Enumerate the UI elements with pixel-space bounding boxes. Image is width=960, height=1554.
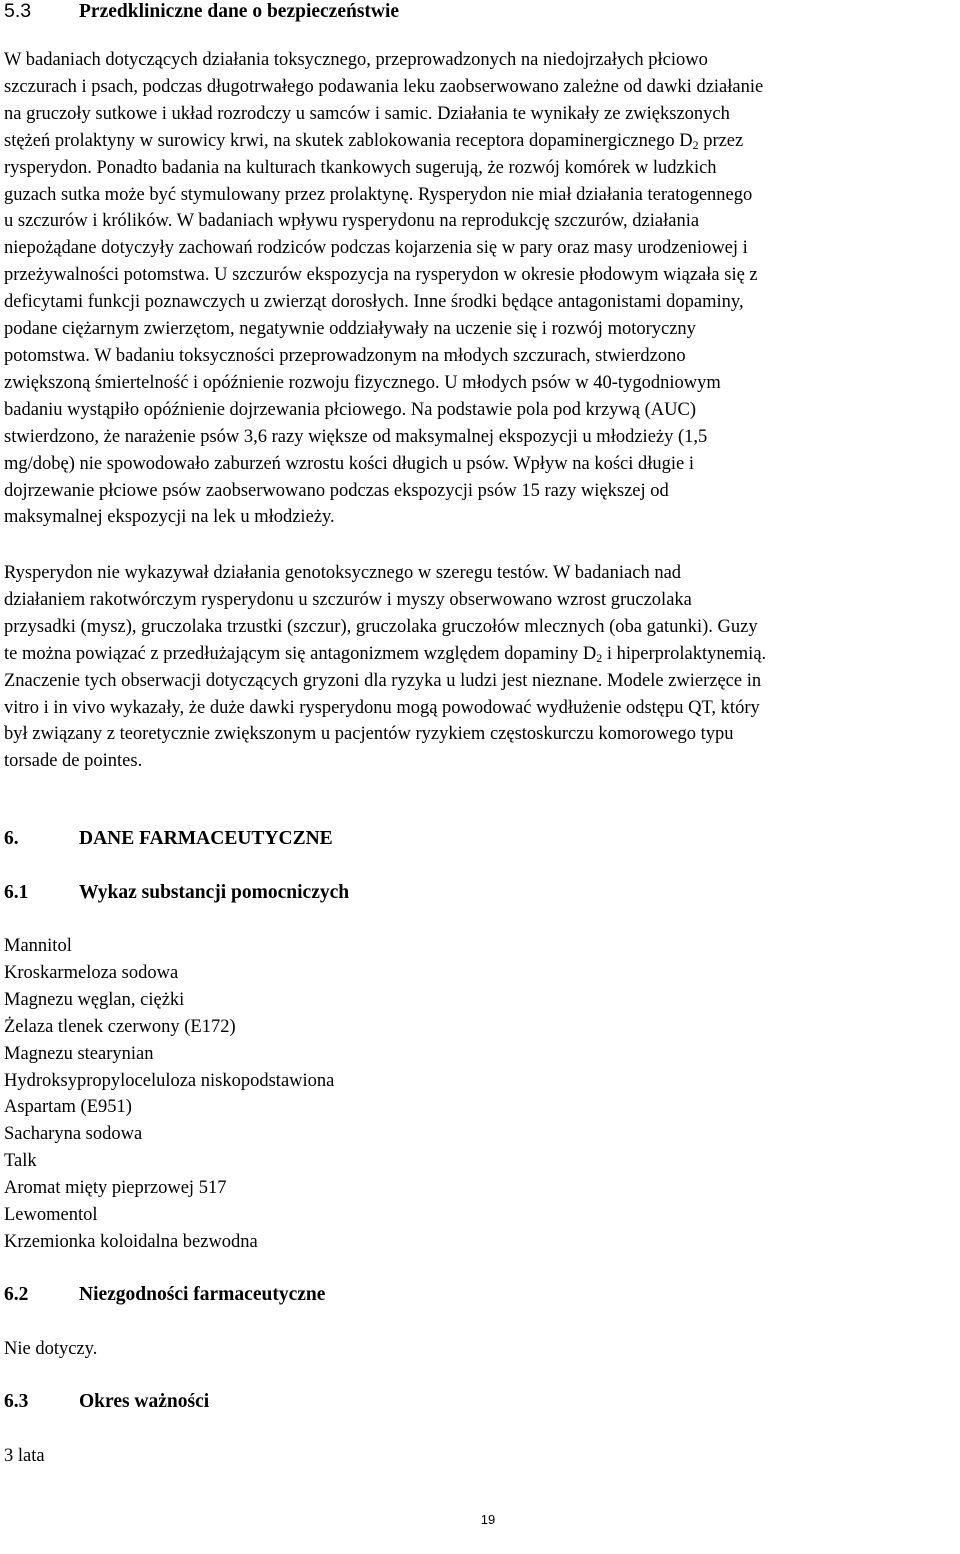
list-item: Magnezu węglan, ciężki bbox=[4, 989, 185, 1010]
text-line: torsade de pointes. bbox=[4, 751, 143, 772]
text-line: maksymalnej ekspozycji na lek u młodzieży. bbox=[4, 507, 335, 528]
text-line-with-subscript bbox=[4, 641, 766, 668]
list-item: Żelaza tlenek czerwony (E172) bbox=[4, 1016, 236, 1037]
section-title: Przedkliniczne dane o bezpieczeństwie bbox=[79, 1, 400, 22]
paragraph-preclinical-toxicity bbox=[4, 47, 763, 531]
text-line: mg/dobę) nie spowodowało zaburzeń wzrostu kości długich u psów. Wpływ na kości długie i bbox=[4, 453, 695, 474]
text-line: szczurach i psach, podczas długotrwałego podawania leku zaobserwowano zależne od dawki działanie bbox=[4, 76, 764, 97]
text-line: przysadki (mysz), gruczolaka trzustki (szczur), gruczolaka gruczołów mlecznych (oba gatunki). Guzy bbox=[4, 616, 758, 637]
text-line-part: przez bbox=[698, 130, 744, 151]
list-item: Talk bbox=[4, 1151, 37, 1172]
text-line: rysperydon. Ponadto badania na kulturach tkankowych sugerują, że rozwój komórek w ludzkich bbox=[4, 157, 717, 178]
text-line: Znaczenie tych obserwacji dotyczących gryzoni dla ryzyka u ludzi jest nieznane. Modele zwierzęce in bbox=[4, 670, 762, 691]
list-item: Kroskarmeloza sodowa bbox=[4, 962, 179, 983]
section-title: Okres ważności bbox=[79, 1391, 210, 1412]
section-6-3-text: 3 lata bbox=[4, 1446, 45, 1466]
text-line-part: stężeń prolaktyny w surowicy krwi, na skutek zablokowania receptora dopaminergicznego D bbox=[4, 130, 693, 151]
list-item: Aromat mięty pieprzowej 517 bbox=[4, 1178, 227, 1199]
list-item: Sacharyna sodowa bbox=[4, 1124, 143, 1145]
text-line-part: i hiperprolaktynemią. bbox=[602, 643, 767, 664]
list-item: Mannitol bbox=[4, 936, 72, 956]
text-line: vitro i in vivo wykazały, że duże dawki rysperydonu mogą powodować wydłużenie odstępu QT, który bbox=[4, 697, 760, 718]
text-line: potomstwa. W badaniu toksyczności przeprowadzonym na młodych szczurach, stwierdzono bbox=[4, 345, 686, 366]
section-number: 5.3 bbox=[4, 0, 32, 22]
text-line: badaniu wystąpiło opóźnienie dojrzewania płciowego. Na podstawie pola pod krzywą (AUC) bbox=[4, 399, 697, 420]
text-line: przeżywalności potomstwa. U szczurów ekspozycja na rysperydon w okresie płodowym wiązała się z bbox=[4, 265, 758, 286]
text-line: Rysperydon nie wykazywał działania genotoksycznego w szeregu testów. W badaniach nad bbox=[4, 563, 682, 583]
list-item: Lewomentol bbox=[4, 1205, 98, 1226]
section-6-2-text: Nie dotyczy. bbox=[4, 1339, 98, 1359]
text-line: u szczurów i królików. W badaniach wpływu rysperydonu na reprodukcję szczurów, działania bbox=[4, 211, 700, 232]
section-heading-5-3 bbox=[4, 0, 399, 24]
text-line: stwierdzono, że narażenie psów 3,6 razy większe od maksymalnej ekspozycji u młodzieży (1,5 bbox=[4, 426, 708, 447]
text-line: działaniem rakotwórczym rysperydonu u szczurów i myszy obserwowano wzrost gruczolaka bbox=[4, 589, 692, 610]
subscript: 2 bbox=[692, 137, 699, 152]
paragraph-genotoxicity-carcinogenicity bbox=[4, 560, 766, 775]
page-number: 19 bbox=[480, 1512, 496, 1527]
text-line-part: te można powiązać z przedłużającym się antagonizmem względem dopaminy D bbox=[4, 643, 597, 664]
section-heading-6-3 bbox=[4, 1390, 209, 1414]
text-line: W badaniach dotyczących działania toksycznego, przeprowadzonych na niedojrzałych płciowo bbox=[4, 50, 708, 70]
section-title: DANE FARMACEUTYCZNE bbox=[79, 828, 333, 849]
list-item: Krzemionka koloidalna bezwodna bbox=[4, 1231, 258, 1252]
text-line: był związany z teoretycznie zwiększonym u pacjentów ryzykiem częstoskurczu komorowego typu bbox=[4, 724, 734, 745]
section-number: 6.2 bbox=[4, 1284, 29, 1305]
section-number: 6.3 bbox=[4, 1391, 29, 1412]
subscript: 2 bbox=[596, 650, 603, 665]
section-heading-6-1 bbox=[4, 881, 349, 905]
list-item: Hydroksypropyloceluloza niskopodstawiona bbox=[4, 1070, 335, 1091]
excipients-list bbox=[4, 933, 334, 1256]
text-line-with-subscript bbox=[4, 128, 763, 155]
section-title: Niezgodności farmaceutyczne bbox=[79, 1284, 326, 1305]
section-title: Wykaz substancji pomocniczych bbox=[79, 882, 350, 903]
text-line: dojrzewanie płciowe psów zaobserwowano podczas ekspozycji psów 15 razy większej od bbox=[4, 480, 669, 501]
section-heading-6 bbox=[4, 827, 333, 851]
list-item: Magnezu stearynian bbox=[4, 1043, 154, 1064]
text-line: podane ciężarnym zwierzętom, negatywnie oddziaływały na uczenie się i rozwój motoryczny bbox=[4, 319, 696, 340]
list-item: Aspartam (E951) bbox=[4, 1097, 132, 1118]
text-line: na gruczoły sutkowe i układ rozrodczy u samców i samic. Działania te wynikały ze zwiększonych bbox=[4, 103, 730, 124]
text-line: guzach sutka może być stymulowany przez prolaktynę. Rysperydon nie miał działania teratogennego bbox=[4, 184, 753, 205]
section-heading-6-2 bbox=[4, 1283, 325, 1307]
text-line: zwiększoną śmiertelność i opóźnienie rozwoju fizycznego. U młodych psów w 40-tygodniowym bbox=[4, 372, 721, 393]
text-line: niepożądane dotyczyły zachowań rodziców podczas kojarzenia się w pary oraz masy urodzeniowej i bbox=[4, 238, 748, 259]
section-number: 6. bbox=[4, 828, 19, 849]
section-number: 6.1 bbox=[4, 882, 29, 903]
text-line: deficytami funkcji poznawczych u zwierząt dorosłych. Inne środki będące antagonistami dopaminy, bbox=[4, 292, 744, 313]
